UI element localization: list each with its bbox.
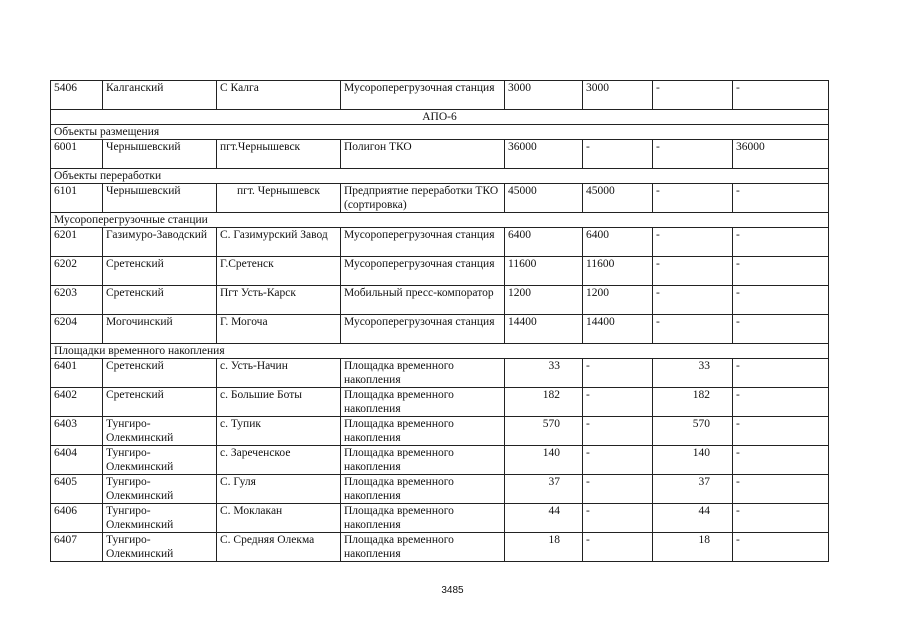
table-cell: Мусороперегрузочная станция xyxy=(341,315,505,344)
table-cell: 33 xyxy=(505,359,583,388)
table-row xyxy=(51,504,829,533)
table-cell: - xyxy=(733,417,829,446)
table-cell: Площадка временного накопления xyxy=(341,446,505,475)
table-cell: - xyxy=(733,504,829,533)
table-cell: 6404 xyxy=(51,446,103,475)
table-cell: С Калга xyxy=(217,81,341,110)
table-cell: Площадка временного накопления xyxy=(341,359,505,388)
table-cell: 6400 xyxy=(583,228,653,257)
table-cell: 3000 xyxy=(505,81,583,110)
table-cell: 570 xyxy=(653,417,733,446)
table-cell: с. Тупик xyxy=(217,417,341,446)
table-cell: 45000 xyxy=(505,184,583,213)
table-cell: Площадка временного накопления xyxy=(341,475,505,504)
table-cell: Сретенский xyxy=(103,257,217,286)
table-cell: Площадка временного накопления xyxy=(341,533,505,562)
table-cell: - xyxy=(653,81,733,110)
table-cell: 140 xyxy=(505,446,583,475)
table-cell: - xyxy=(733,359,829,388)
table-cell: 6400 xyxy=(505,228,583,257)
table-cell: 18 xyxy=(653,533,733,562)
page-number: 3485 xyxy=(441,585,464,596)
table-cell: 14400 xyxy=(505,315,583,344)
table-cell: 11600 xyxy=(583,257,653,286)
table-cell: 37 xyxy=(653,475,733,504)
table-cell: Пгт Усть-Карск xyxy=(217,286,341,315)
table-cell: Площадка временного накопления xyxy=(341,504,505,533)
table-row xyxy=(51,140,829,169)
table-cell: Г. Могоча xyxy=(217,315,341,344)
table-cell: 18 xyxy=(505,533,583,562)
table-cell: 1200 xyxy=(505,286,583,315)
table-cell: 6204 xyxy=(51,315,103,344)
table-cell: - xyxy=(733,286,829,315)
table-cell: 11600 xyxy=(505,257,583,286)
table-cell: - xyxy=(733,475,829,504)
section-title: Площадки временного накопления xyxy=(51,344,829,359)
table-cell: - xyxy=(653,184,733,213)
table-cell: Тунгиро-Олекминский xyxy=(103,446,217,475)
table-cell: 44 xyxy=(505,504,583,533)
table-cell: Площадка временного накопления xyxy=(341,388,505,417)
table-cell: С. Гуля xyxy=(217,475,341,504)
table-cell: 1200 xyxy=(583,286,653,315)
section-row xyxy=(51,169,829,184)
table-cell: Г.Сретенск xyxy=(217,257,341,286)
table-cell: - xyxy=(583,359,653,388)
table-cell: Предприятие переработки ТКО (сортировка) xyxy=(341,184,505,213)
table-row xyxy=(51,388,829,417)
table-cell: Сретенский xyxy=(103,286,217,315)
section-title: Объекты переработки xyxy=(51,169,829,184)
table-cell: 37 xyxy=(505,475,583,504)
table-cell: 3000 xyxy=(583,81,653,110)
table-cell: 570 xyxy=(505,417,583,446)
table-row xyxy=(51,475,829,504)
table-cell: 6405 xyxy=(51,475,103,504)
table-cell: Тунгиро-Олекминский xyxy=(103,533,217,562)
objects-table xyxy=(50,80,829,562)
table-cell: С. Газимурский Завод xyxy=(217,228,341,257)
table-cell: пгт.Чернышевск xyxy=(217,140,341,169)
table-cell: 45000 xyxy=(583,184,653,213)
table-cell: Площадка временного накопления xyxy=(341,417,505,446)
section-title: Мусороперегрузочные станции xyxy=(51,213,829,228)
table-cell: 182 xyxy=(505,388,583,417)
table-cell: Чернышевский xyxy=(103,184,217,213)
table-row xyxy=(51,533,829,562)
table-row xyxy=(51,286,829,315)
table-cell: - xyxy=(583,533,653,562)
table-cell: 6101 xyxy=(51,184,103,213)
table-cell: Полигон ТКО xyxy=(341,140,505,169)
table-cell: 6403 xyxy=(51,417,103,446)
table-cell: 44 xyxy=(653,504,733,533)
table-cell: - xyxy=(583,446,653,475)
section-title: Объекты размещения xyxy=(51,125,829,140)
table-cell: 6407 xyxy=(51,533,103,562)
table-cell: 36000 xyxy=(733,140,829,169)
table-row xyxy=(51,184,829,213)
table-cell: 140 xyxy=(653,446,733,475)
table-cell: - xyxy=(583,140,653,169)
table-cell: 6402 xyxy=(51,388,103,417)
table-cell: 6202 xyxy=(51,257,103,286)
table-cell: - xyxy=(733,446,829,475)
table-cell: 33 xyxy=(653,359,733,388)
table-cell: - xyxy=(653,140,733,169)
table-cell: - xyxy=(733,315,829,344)
table-cell: Мусороперегрузочная станция xyxy=(341,228,505,257)
section-row xyxy=(51,213,829,228)
table-cell: Калганский xyxy=(103,81,217,110)
table-cell: 6401 xyxy=(51,359,103,388)
table-row xyxy=(51,446,829,475)
table-cell: пгт. Чернышевск xyxy=(217,184,341,213)
group-header: АПО-6 xyxy=(51,110,829,125)
table-cell: Сретенский xyxy=(103,388,217,417)
table-cell: С. Моклакан xyxy=(217,504,341,533)
table-cell: 6001 xyxy=(51,140,103,169)
table-cell: 6203 xyxy=(51,286,103,315)
table-cell: - xyxy=(653,228,733,257)
table-cell: Мобильный пресс-компоратор xyxy=(341,286,505,315)
table-cell: - xyxy=(733,228,829,257)
table-cell: - xyxy=(733,533,829,562)
table-row xyxy=(51,315,829,344)
section-row xyxy=(51,125,829,140)
table-cell: Тунгиро-Олекминский xyxy=(103,504,217,533)
table-cell: - xyxy=(733,184,829,213)
table-cell: - xyxy=(653,315,733,344)
table-cell: 36000 xyxy=(505,140,583,169)
table-cell: Могочинский xyxy=(103,315,217,344)
table-cell: 5406 xyxy=(51,81,103,110)
table-cell: - xyxy=(653,257,733,286)
table-cell: 182 xyxy=(653,388,733,417)
table-cell: - xyxy=(653,286,733,315)
table-row xyxy=(51,359,829,388)
table-cell: - xyxy=(583,417,653,446)
table-cell: 6201 xyxy=(51,228,103,257)
table-cell: С. Средняя Олекма xyxy=(217,533,341,562)
table-cell: Мусороперегрузочная станция xyxy=(341,257,505,286)
table-row xyxy=(51,81,829,110)
table-row xyxy=(51,257,829,286)
table-cell: 14400 xyxy=(583,315,653,344)
table-cell: Мусороперегрузочная станция xyxy=(341,81,505,110)
table-cell: - xyxy=(583,504,653,533)
table-cell: Тунгиро-Олекминский xyxy=(103,475,217,504)
table-cell: 6406 xyxy=(51,504,103,533)
table-cell: с. Усть-Начин xyxy=(217,359,341,388)
table-body xyxy=(51,81,829,562)
table-cell: Чернышевский xyxy=(103,140,217,169)
table-row xyxy=(51,417,829,446)
table-cell: - xyxy=(733,257,829,286)
table-cell: - xyxy=(733,388,829,417)
section-row xyxy=(51,344,829,359)
table-cell: с. Зареченское xyxy=(217,446,341,475)
table-cell: Тунгиро-Олекминский xyxy=(103,417,217,446)
table-cell: Сретенский xyxy=(103,359,217,388)
group-header-row xyxy=(51,110,829,125)
table-row xyxy=(51,228,829,257)
table-cell: Газимуро-Заводский xyxy=(103,228,217,257)
table-cell: с. Большие Боты xyxy=(217,388,341,417)
table-cell: - xyxy=(583,388,653,417)
table-cell: - xyxy=(733,81,829,110)
table-cell: - xyxy=(583,475,653,504)
